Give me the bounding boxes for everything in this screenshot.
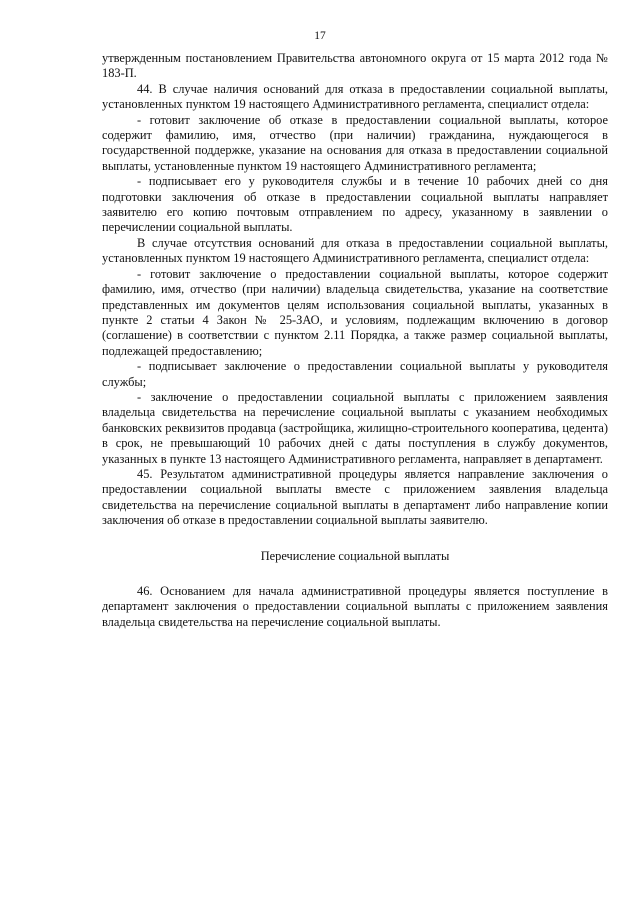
page-number: 17	[314, 30, 326, 42]
paragraph-item-46: 46. Основанием для начала административной процедуры является поступление в департамент заключения о предоставлении социальной выплаты с приложением заявления владельца свидетельства на перечисление социальной выплаты.	[102, 584, 608, 629]
section-title: Перечисление социальной выплаты	[260, 548, 450, 563]
list-item-refusal-sign: - подписывает его у руководителя службы и в течение 10 рабочих дней со дня подготовки заключения об отказе в предоставлении социальной выплаты направляет заявителю его копию почтовым отправлением по адресу, указанному в заявлении о перечислении социальной выплаты.	[102, 174, 608, 235]
paragraph-continuation: утвержденным постановлением Правительства автономного округа от 15 марта 2012 года № 183-П.	[102, 51, 608, 81]
paragraph-item-45: 45. Результатом административной процедуры является направление заключения о предоставлении социальной выплаты вместе с приложением заявления владельца свидетельства на перечисление социальной выплаты в департамент либо направление копии заключения об отказе в предоставлении социальной выплаты заявителю.	[102, 466, 608, 528]
list-item-grant-send: - заключение о предоставлении социальной выплаты с приложением заявления владельца свидетельства на перечисление социальной выплаты с указанием необходимых банковских реквизитов продавца (застройщика, жилищно-строительного кооператива, цедента) в срок, не превышающий 10 рабочих дней с даты поступления в службу документов, указанных в пункте 13 настоящего Административного регламента, направляет в департамент.	[102, 389, 608, 466]
list-item-refusal-conclusion: - готовит заключение об отказе в предоставлении социальной выплаты, которое содержит фамилию, имя, отчество (при наличии) гражданина, нуждающегося в государственной поддержке, указание на основания для отказа в предоставлении социальной выплаты, установленные пунктом 19 настоящего Административного регламента;	[102, 112, 608, 173]
list-item-grant-sign: - подписывает заключение о предоставлении социальной выплаты у руководителя службы;	[102, 359, 608, 389]
paragraph-no-grounds: В случае отсутствия оснований для отказа в предоставлении социальной выплаты, установленных пунктом 19 настоящего Административного регламента, специалист отдела:	[102, 235, 608, 266]
document-body	[102, 51, 608, 630]
list-item-grant-conclusion: - готовит заключение о предоставлении социальной выплаты, которое содержит фамилию, имя, отчество (при наличии) владельца свидетельства, указание на соответствие представленных им документов целям использования социальной выплаты, указанных в пункте 2 статьи 4 Закон № 25-ЗАО, и условиям, подлежащим включению в договор (соглашение) в соответствии с пунктом 2.11 Порядка, а также размер социальной выплаты, подлежащей предоставлению;	[102, 266, 608, 358]
paragraph-item-44: 44. В случае наличия оснований для отказа в предоставлении социальной выплаты, установленных пунктом 19 настоящего Административного регламента, специалист отдела:	[102, 81, 608, 112]
